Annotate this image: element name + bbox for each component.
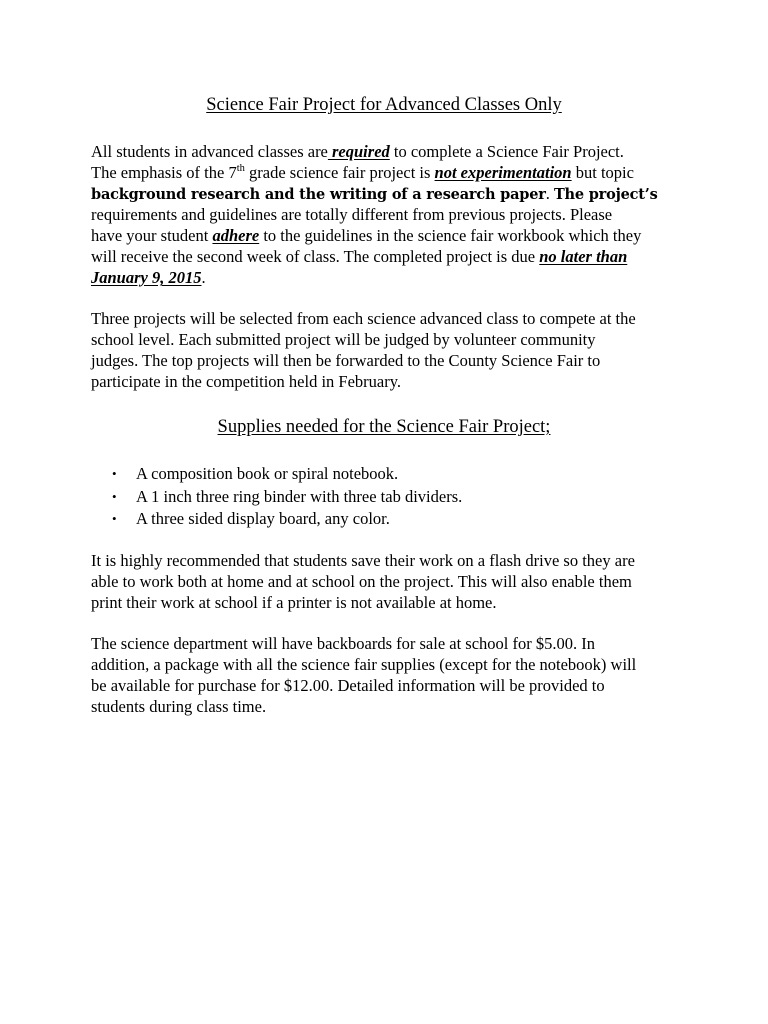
list-item — [112, 486, 462, 509]
supplies-list — [112, 463, 462, 531]
bullet-icon: • — [112, 488, 117, 504]
text-run: will receive the second week of class. The completed project is due — [91, 247, 540, 266]
list-item — [112, 463, 462, 486]
paragraph-line — [91, 267, 691, 288]
document-title: Science Fair Project for Advanced Classes Only — [206, 95, 562, 115]
paragraph-line: able to work both at home and at school on the project. This will also enable them — [91, 572, 632, 591]
paragraph-line — [91, 141, 691, 162]
paragraph-line — [91, 162, 691, 183]
paragraph-line: requirements and guidelines are totally different from previous projects. Please — [91, 205, 613, 224]
selection-paragraph — [91, 308, 691, 392]
emphasis-adhere: adhere — [212, 226, 260, 245]
paragraph-line: Three projects will be selected from each science advanced class to compete at the — [91, 309, 636, 328]
bold-research-paper: background research and the writing of a research paper — [91, 186, 546, 203]
emphasis-no-later-than: no later than — [539, 247, 628, 266]
text-run: but topic — [571, 163, 634, 182]
text-run: have your student — [91, 226, 213, 245]
emphasis-required: required — [327, 142, 390, 161]
list-item-text: A 1 inch three ring binder with three tab dividers. — [136, 486, 463, 506]
list-item-text: A three sided display board, any color. — [136, 509, 390, 528]
text-run: to the guidelines in the science fair workbook which they — [259, 226, 642, 245]
paragraph-line: be available for purchase for $12.00. Detailed information will be provided to — [91, 676, 605, 695]
paragraph-line: students during class time. — [91, 697, 267, 716]
text-run: . — [201, 268, 206, 287]
paragraph-line: judges. The top projects will then be forwarded to the County Science Fair to — [91, 351, 601, 370]
list-item — [112, 508, 462, 531]
paragraph-line: It is highly recommended that students save their work on a flash drive so they are — [91, 551, 635, 570]
flash-drive-paragraph — [91, 550, 691, 613]
paragraph-line: print their work at school if a printer is not available at home. — [91, 593, 497, 612]
paragraph-line — [91, 183, 691, 204]
bullet-icon: • — [112, 511, 117, 526]
bold-projects: The project’s — [553, 186, 658, 203]
supplies-heading: Supplies needed for the Science Fair Project; — [217, 417, 551, 437]
text-run: to complete a Science Fair Project. — [389, 142, 624, 161]
requirement-paragraph — [91, 141, 691, 288]
ordinal-superscript: th — [236, 163, 245, 174]
paragraph-line: addition, a package with all the science fair supplies (except for the notebook) will — [91, 655, 637, 674]
text-run: . — [545, 184, 554, 203]
paragraph-line: participate in the competition held in February. — [91, 372, 402, 391]
paragraph-line — [91, 225, 691, 246]
text-run: grade science fair project is — [244, 163, 435, 182]
list-item-text: A composition book or spiral notebook. — [136, 464, 399, 483]
supplies-sale-paragraph — [91, 633, 691, 717]
paragraph-line — [91, 246, 691, 267]
bullet-icon: • — [112, 466, 117, 481]
text-run: All students in advanced classes are — [91, 142, 328, 161]
text-run: The emphasis of the 7 — [91, 163, 237, 182]
emphasis-not-experimentation: not experimentation — [434, 163, 572, 182]
paragraph-line: The science department will have backboards for sale at school for $5.00. In — [91, 634, 595, 653]
emphasis-due-date: January 9, 2015 — [91, 268, 202, 287]
paragraph-line: school level. Each submitted project will be judged by volunteer community — [91, 330, 596, 349]
